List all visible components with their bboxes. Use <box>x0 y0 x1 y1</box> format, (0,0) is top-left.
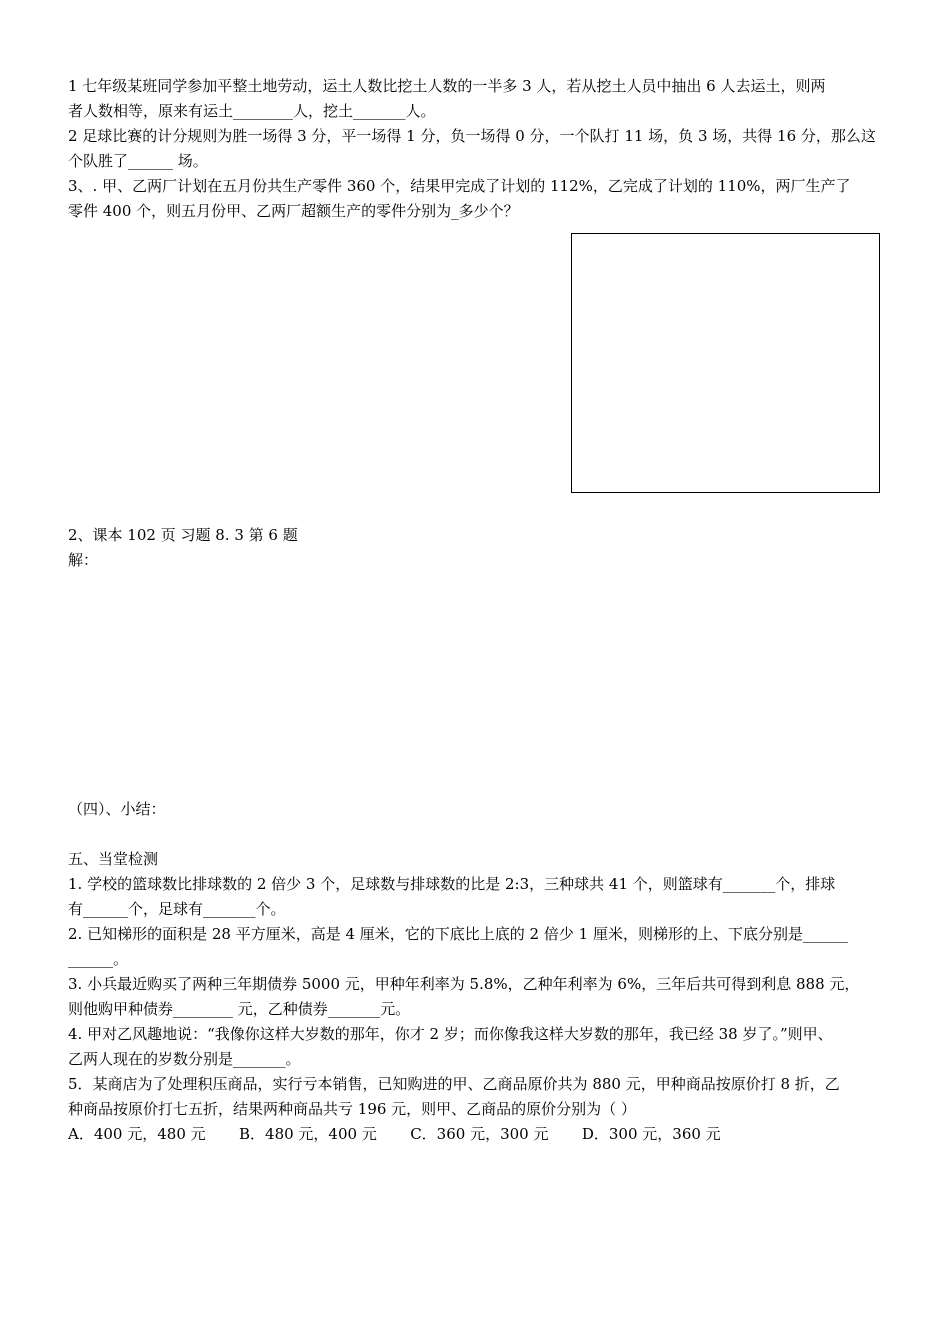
test-q3-line2: 则他购甲种债券________ 元，乙种债券_______元。 <box>68 1000 411 1018</box>
test-heading: 五、当堂检测 <box>68 850 159 868</box>
solution-label: 解： <box>68 551 99 569</box>
test-q5-line1: 5．某商店为了处理积压商品，实行亏本销售，已知购进的甲、乙商品原价共为 880 元，甲种商品按原价打 8 折，乙 <box>68 1075 840 1093</box>
test-q1-line1: 1. 学校的篮球数比排球数的 2 倍少 3 个，足球数与排球数的比是 2:3，三种球共 41 个，则篮球有_______个，排球 <box>68 875 836 893</box>
practice-q2-line2: 个队胜了______ 场。 <box>68 152 208 170</box>
test-q1-line2: 有______个，足球有_______个。 <box>68 900 286 918</box>
test-q2-line1: 2. 已知梯形的面积是 28 平方厘米，高是 4 厘米，它的下底比上底的 2 倍少 1 厘米，则梯形的上、下底分别是______ <box>68 925 848 943</box>
practice-q1-line1: 1 七年级某班同学参加平整土地劳动，运土人数比挖土人数的一半多 3 人，若从挖土人员中抽出 6 人去运土，则两 <box>68 77 826 95</box>
test-q4-line2: 乙两人现在的岁数分别是_______。 <box>68 1050 301 1068</box>
test-q5-line2: 种商品按原价打七五折，结果两种商品共亏 196 元，则甲、乙商品的原价分别为（ ） <box>68 1100 636 1118</box>
practice-q2-line1: 2 足球比赛的计分规则为胜一场得 3 分，平一场得 1 分，负一场得 0 分，一个队打 11 场，负 3 场，共得 16 分，那么这 <box>68 127 876 145</box>
test-q5-options: A．400 元，480 元 B．480 元，400 元 C．360 元，300 元 D．300 元，360 元 <box>68 1125 721 1143</box>
answer-box <box>571 233 880 493</box>
practice-q1-line2: 者人数相等，原来有运土________人，挖土_______人。 <box>68 102 436 120</box>
test-q3-line1: 3. 小兵最近购买了两种三年期债券 5000 元，甲种年利率为 5.8%，乙种年利率为 6%，三年后共可得到利息 888 元， <box>68 975 860 993</box>
test-q4-line1: 4. 甲对乙风趣地说：“我像你这样大岁数的那年，你才 2 岁；而你像我这样大岁数的那年，我已经 38 岁了。”则甲、 <box>68 1025 833 1043</box>
practice-q3-line1: 3、. 甲、乙两厂计划在五月份共生产零件 360 个，结果甲完成了计划的 112%，乙完成了计划的 110%，两厂生产了 <box>68 177 851 195</box>
homework-reference: 2、课本 102 页 习题 8. 3 第 6 题 <box>68 526 298 544</box>
summary-heading: （四）、小结： <box>68 800 166 818</box>
test-q2-line2: ______。 <box>68 950 129 968</box>
practice-q3-line2: 零件 400 个，则五月份甲、乙两厂超额生产的零件分别为_多少个？ <box>68 202 519 220</box>
